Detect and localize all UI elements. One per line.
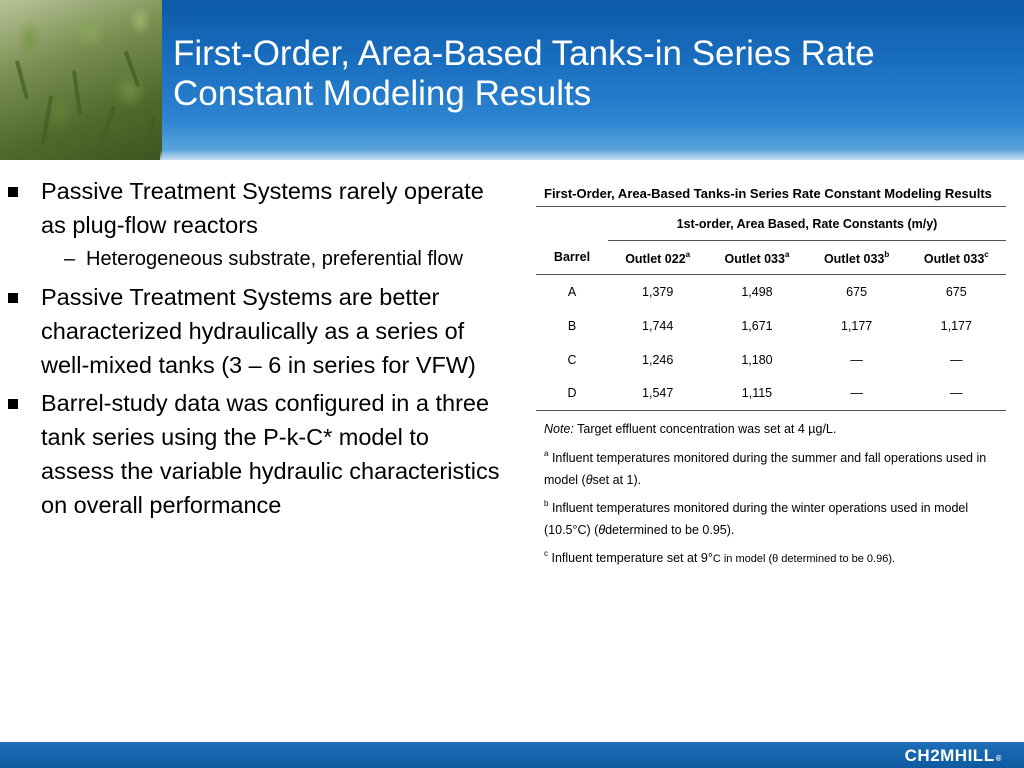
value-cell: 1,547 (608, 377, 707, 411)
slide-footer (0, 742, 1024, 768)
column-header: Outlet 033$^b$ (807, 241, 907, 275)
group-header: 1st-order, Area Based, Rate Constants (m/y) (608, 207, 1006, 241)
bullet-text: Passive Treatment Systems are better characterized hydraulically as a series of well-mixed tanks (3 – 6 in series for VFW) (41, 284, 476, 378)
value-cell: 1,744 (642, 318, 674, 333)
table-caption: First-Order, Area-Based Tanks-in Series Rate Constant Modeling Results (544, 186, 992, 201)
bullet-item (8, 386, 503, 522)
wetland-photo (0, 0, 162, 160)
value-cell: 675 (945, 284, 967, 299)
footnote-a: $^a$ Influent temperatures monitored during the summer and fall operations used in model (θset at 1). (544, 449, 987, 487)
barrel-cell: D (536, 377, 608, 411)
note-label: Note: (544, 422, 574, 436)
bullet-item (8, 174, 503, 242)
value-cell: — (807, 377, 907, 411)
barrel-cell: A (567, 284, 577, 299)
column-header: Outlet 033$^c$ (907, 241, 1006, 275)
barrel-cell: C (567, 352, 577, 367)
value-cell: 675 (846, 284, 868, 299)
footnote-c: $^c$ Influent temperature set at 9°C in model (θ determined to be 0.96). (544, 549, 896, 565)
value-cell: — (850, 352, 863, 367)
value-cell: — (950, 352, 963, 367)
column-header: Outlet 022$^a$ (608, 241, 707, 275)
column-header: Outlet 033$^a$ (707, 241, 806, 275)
sub-bullet-text: Heterogeneous substrate, preferential flow (86, 248, 463, 270)
bullet-list (8, 174, 503, 526)
value-cell: 1,177 (840, 318, 873, 333)
slide-title: First-Order, Area-Based Tanks-in Series Rate Constant Modeling Results (173, 34, 875, 113)
square-bullet-icon (8, 399, 18, 409)
bullet-text: Barrel-study data was configured in a three tank series using the P-k-C* model to assess the variable hydraulic characteristics on overall performance (41, 390, 500, 518)
table-row (536, 309, 1006, 343)
results-table (536, 206, 1006, 411)
note-text: Target effluent concentration was set at 4 µg/L. (577, 422, 837, 436)
value-cell: 1,671 (741, 318, 773, 333)
results-table-block (536, 183, 1006, 570)
slide-header (0, 0, 1024, 160)
barrel-cell: B (567, 318, 577, 333)
table-row (536, 343, 1006, 377)
table-notes (536, 417, 1006, 570)
value-cell: 1,379 (642, 284, 674, 299)
note-line (544, 417, 1006, 441)
value-cell: 1,177 (940, 318, 972, 333)
bullet-text: Passive Treatment Systems rarely operate as plug-flow reactors (41, 178, 484, 238)
square-bullet-icon (8, 187, 18, 197)
ch2mhill-logo: CH2MHILL® (904, 746, 1002, 765)
value-cell: 1,246 (642, 352, 674, 367)
table-group-header-row (536, 207, 1006, 241)
square-bullet-icon (8, 293, 18, 303)
value-cell: 1,180 (741, 352, 773, 367)
table-row (536, 275, 1006, 309)
dash-bullet-icon: – (64, 248, 76, 270)
sub-bullet-item (8, 244, 503, 274)
table-row (536, 377, 1006, 411)
value-cell: 1,498 (741, 284, 773, 299)
value-cell: — (907, 377, 1006, 411)
table-header-row (536, 241, 1006, 275)
footnote-b: $^b$ Influent temperatures monitored during the winter operations used in model (10.5°C) (θdetermined to be 0.95). (544, 499, 969, 537)
bullet-item (8, 280, 503, 382)
barrel-header: Barrel (536, 241, 608, 275)
value-cell: 1,115 (707, 377, 806, 411)
